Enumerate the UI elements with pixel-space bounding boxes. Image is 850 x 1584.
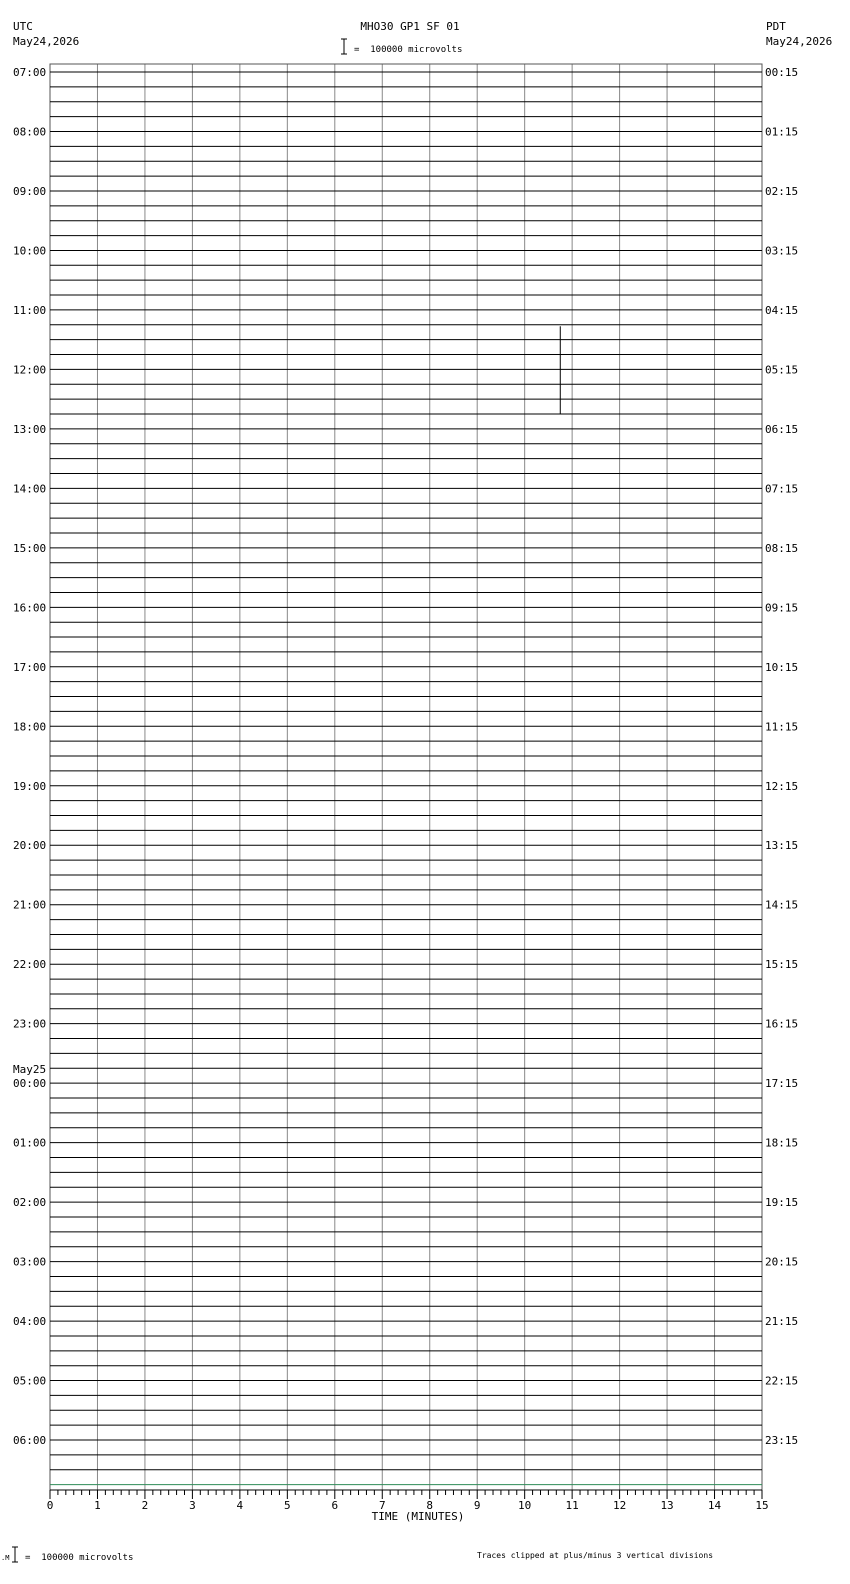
utc-time-label: 12:00 xyxy=(13,363,47,377)
pdt-time-label: 14:15 xyxy=(765,898,799,912)
pdt-time-label: 04:15 xyxy=(765,303,799,317)
utc-time-label: 10:00 xyxy=(13,244,47,258)
pdt-time-label: 00:15 xyxy=(765,66,799,79)
pdt-time-label: 08:15 xyxy=(765,541,799,555)
utc-time-label: 01:00 xyxy=(13,1136,47,1150)
x-tick-label: 1 xyxy=(94,1499,101,1512)
utc-time-label: 23:00 xyxy=(13,1017,47,1031)
pdt-time-label: 18:15 xyxy=(765,1136,799,1150)
pdt-time-label: 20:15 xyxy=(765,1255,799,1269)
pdt-time-label: 21:15 xyxy=(765,1315,799,1329)
x-tick-label: 4 xyxy=(236,1499,244,1512)
pdt-time-label: 13:15 xyxy=(765,839,799,853)
x-tick-label: 13 xyxy=(660,1499,674,1512)
x-tick-label: 12 xyxy=(612,1499,627,1512)
pdt-time-label: 23:15 xyxy=(765,1434,799,1448)
pdt-time-label: 19:15 xyxy=(765,1196,799,1210)
pdt-time-label: 16:15 xyxy=(765,1017,799,1031)
utc-time-label: 05:00 xyxy=(13,1374,47,1388)
x-tick-label: 5 xyxy=(284,1499,291,1512)
header-left-date: May24,2026 xyxy=(13,35,80,48)
x-tick-label: 11 xyxy=(565,1499,579,1512)
scale-bar-icon xyxy=(341,39,347,54)
x-tick-label: 2 xyxy=(141,1499,149,1512)
utc-time-label: 07:00 xyxy=(13,66,47,79)
utc-time-label: 17:00 xyxy=(13,660,47,674)
utc-time-label: 09:00 xyxy=(13,184,47,198)
footer-clip-note: Traces clipped at plus/minus 3 vertical divisions xyxy=(477,1551,714,1560)
header-left-zone: UTC xyxy=(13,20,33,33)
x-tick-label: 14 xyxy=(707,1499,722,1512)
utc-time-label: 21:00 xyxy=(13,898,47,912)
pdt-time-label: 12:15 xyxy=(765,779,799,793)
pdt-time-label: 17:15 xyxy=(765,1077,799,1091)
x-axis-label: TIME (MINUTES) xyxy=(371,1510,465,1523)
x-tick-label: 9 xyxy=(473,1499,481,1512)
utc-time-label: 02:00 xyxy=(13,1196,47,1210)
utc-time-label: 18:00 xyxy=(13,720,47,734)
trace-lines xyxy=(50,72,762,1485)
pdt-time-label: 22:15 xyxy=(765,1374,799,1388)
footer-mark: .M xyxy=(1,1554,10,1562)
header-right-zone: PDT xyxy=(766,20,786,33)
utc-time-label: 13:00 xyxy=(13,422,47,436)
footer-scale-bar-icon xyxy=(12,1547,18,1562)
pdt-time-label: 03:15 xyxy=(765,244,799,258)
utc-time-label: 16:00 xyxy=(13,601,47,615)
x-tick-label: 8 xyxy=(426,1499,434,1512)
utc-time-label: 04:00 xyxy=(13,1315,47,1329)
utc-time-label: 14:00 xyxy=(13,482,47,496)
utc-time-labels xyxy=(13,66,46,1447)
pdt-time-label: 07:15 xyxy=(765,482,799,496)
pdt-time-label: 09:15 xyxy=(765,601,799,615)
pdt-time-label: 05:15 xyxy=(765,363,799,377)
utc-time-label: 11:00 xyxy=(13,303,47,317)
x-tick-label: 15 xyxy=(755,1499,769,1512)
header-right-date: May24,2026 xyxy=(766,35,833,48)
x-tick-label: 6 xyxy=(331,1499,339,1512)
utc-time-label: 22:00 xyxy=(13,958,47,972)
x-tick-label: 3 xyxy=(189,1499,196,1512)
chart-title: MHO30 GP1 SF 01 xyxy=(360,20,460,33)
utc-time-label: 03:00 xyxy=(13,1255,47,1269)
utc-time-label: 08:00 xyxy=(13,125,47,139)
pdt-time-label: 11:15 xyxy=(765,720,799,734)
x-tick-label: 10 xyxy=(518,1499,532,1512)
x-tick-label: 0 xyxy=(46,1499,54,1512)
x-axis xyxy=(47,1490,769,1512)
pdt-time-label: 01:15 xyxy=(765,125,799,139)
pdt-time-labels xyxy=(765,66,798,1447)
footer-scale-text: = 100000 microvolts xyxy=(25,1553,134,1563)
header-scale-text: = 100000 microvolts xyxy=(354,45,463,55)
utc-time-label: 15:00 xyxy=(13,541,47,555)
utc-time-label: 06:00 xyxy=(13,1434,47,1448)
utc-time-label: 20:00 xyxy=(13,839,47,853)
utc-date-label: May25 xyxy=(13,1063,47,1077)
pdt-time-label: 06:15 xyxy=(765,422,799,436)
pdt-time-label: 10:15 xyxy=(765,660,799,674)
pdt-time-label: 02:15 xyxy=(765,184,799,198)
pdt-time-label: 15:15 xyxy=(765,958,799,972)
x-tick-label: 7 xyxy=(378,1499,386,1512)
utc-time-label: 19:00 xyxy=(13,779,47,793)
utc-time-label: 00:00 xyxy=(13,1077,47,1091)
